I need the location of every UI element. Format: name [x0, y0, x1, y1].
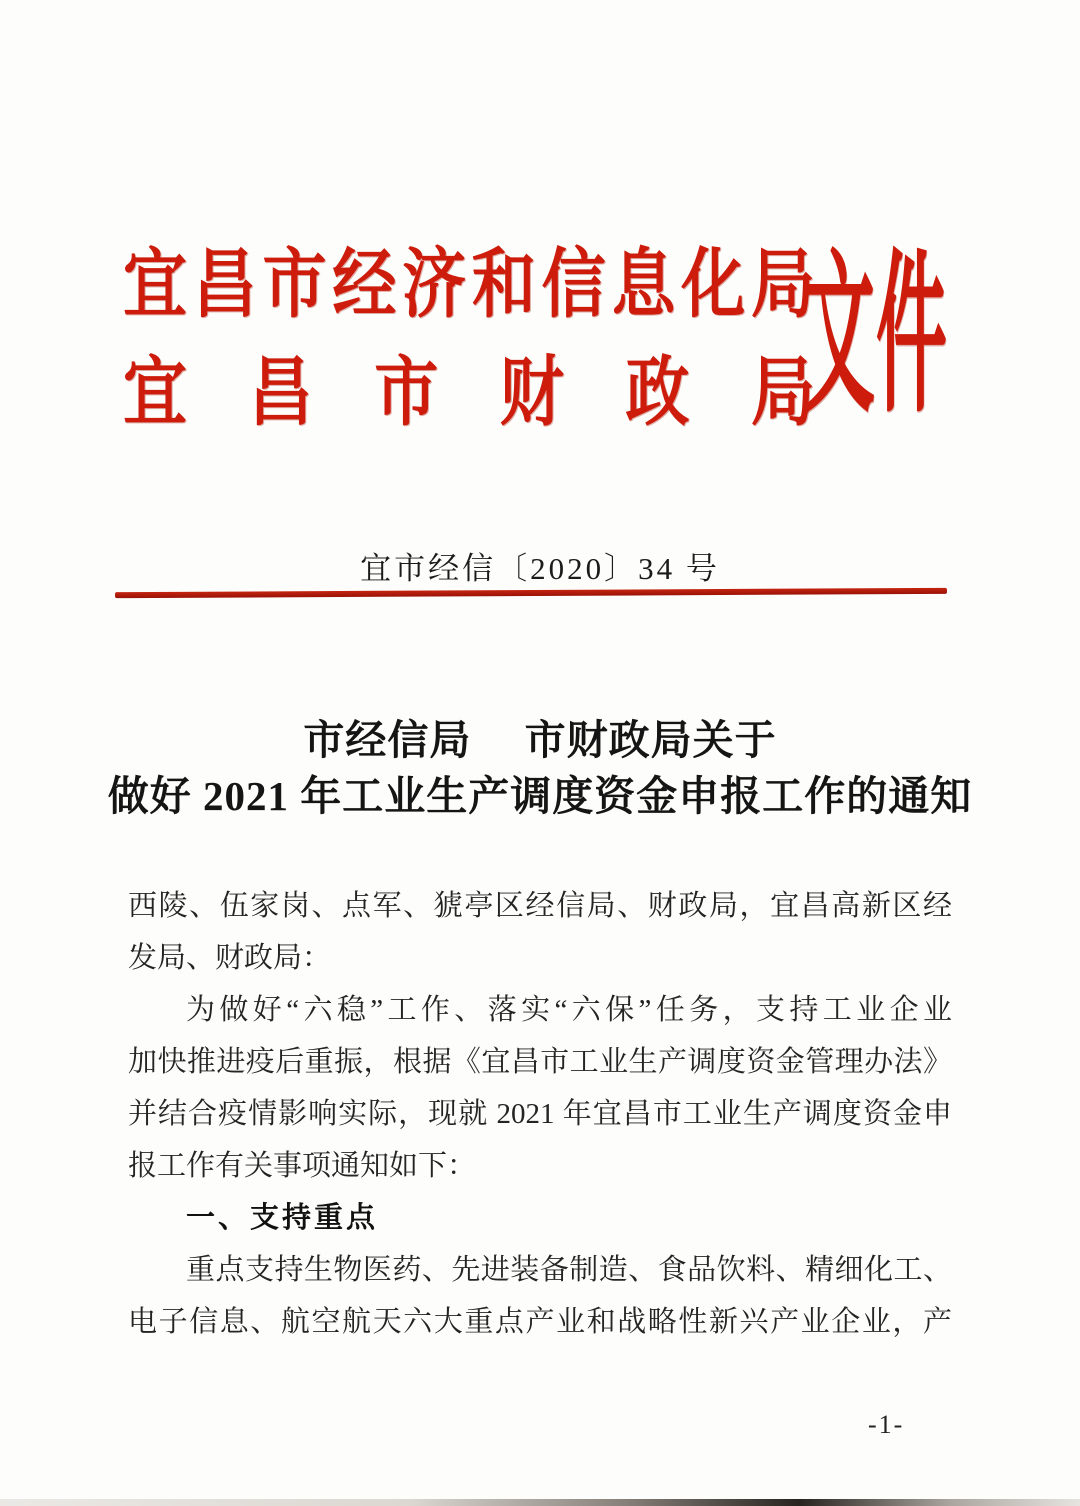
- body-line: 加快推进疫后重振，根据《宜昌市工业生产调度资金管理办法》: [128, 1046, 952, 1078]
- body-line: 电子信息、航空航天六大重点产业和战略性新兴产业企业，产: [128, 1306, 952, 1338]
- document-title-line1: 市经信局 市财政局关于: [303, 717, 777, 763]
- body-line: 重点支持生物医药、先进装备制造、食品饮料、精细化工、: [186, 1254, 952, 1286]
- body-line: 并结合疫情影响实际，现就 2021 年宜昌市工业生产调度资金申: [128, 1098, 952, 1130]
- document-title-line2: 做好 2021 年工业生产调度资金申报工作的通知: [107, 773, 973, 819]
- page-number: -1-: [868, 1410, 905, 1439]
- agency-name-line1: 宜昌市经济和信息化局: [123, 242, 815, 327]
- addressee-line-1: 西陵、伍家岗、点军、猇亭区经信局、财政局，宜昌高新区经: [128, 890, 952, 922]
- document-title: [0, 712, 1080, 824]
- red-divider-rule: [115, 588, 947, 598]
- addressee-line-2: 发局、财政局：: [128, 942, 332, 974]
- doc-type-label: 文件: [804, 239, 949, 434]
- body-line: 为做好“六稳”工作、落实“六保”任务，支持工业企业: [186, 994, 952, 1026]
- scan-edge-artifact: [0, 1499, 1080, 1506]
- agency-name-line2: 宜昌市财政局: [123, 350, 815, 435]
- body-text: [128, 880, 952, 1348]
- doc-number: 宜市经信〔2020〕34 号: [360, 551, 720, 586]
- section-heading: 一、支持重点: [186, 1202, 379, 1234]
- body-line: 报工作有关事项通知如下：: [128, 1150, 477, 1182]
